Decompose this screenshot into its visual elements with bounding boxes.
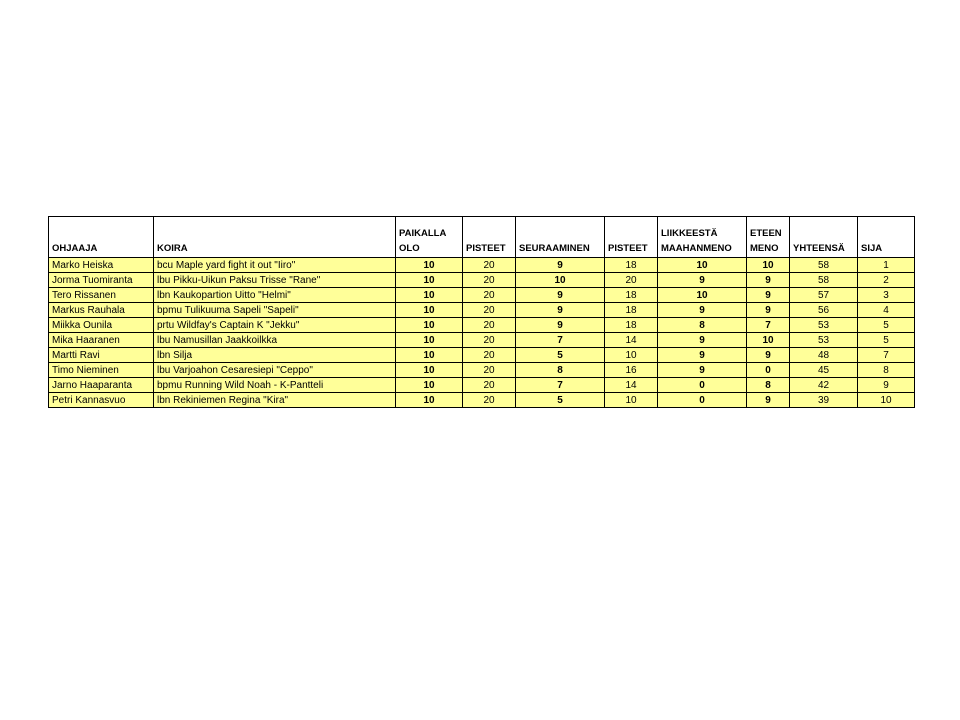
cell-liikkeesta-maahanmeno: 9 (658, 273, 747, 288)
cell-yhteensa: 48 (790, 348, 858, 363)
cell-liikkeesta-maahanmeno: 10 (658, 258, 747, 273)
cell-pisteet-1: 20 (463, 318, 516, 333)
header-pisteet-1: PISTEET (463, 217, 516, 258)
cell-yhteensa: 53 (790, 318, 858, 333)
cell-koira: lbu Namusillan Jaakkoilkka (154, 333, 396, 348)
cell-pisteet-1: 20 (463, 303, 516, 318)
cell-eteen-meno: 9 (747, 273, 790, 288)
cell-yhteensa: 53 (790, 333, 858, 348)
cell-sija: 1 (858, 258, 915, 273)
cell-ohjaaja: Jorma Tuomiranta (49, 273, 154, 288)
header-pisteet-2: PISTEET (605, 217, 658, 258)
header-ohjaaja: OHJAAJA (49, 217, 154, 258)
cell-paikalla-olo: 10 (396, 303, 463, 318)
cell-liikkeesta-maahanmeno: 8 (658, 318, 747, 333)
cell-ohjaaja: Markus Rauhala (49, 303, 154, 318)
cell-paikalla-olo: 10 (396, 348, 463, 363)
cell-liikkeesta-maahanmeno: 0 (658, 393, 747, 408)
cell-koira: prtu Wildfay's Captain K "Jekku" (154, 318, 396, 333)
cell-pisteet-2: 10 (605, 348, 658, 363)
cell-seuraaminen: 9 (516, 288, 605, 303)
table-row (49, 348, 915, 363)
cell-koira: lbu Varjoahon Cesaresiepi "Ceppo" (154, 363, 396, 378)
cell-yhteensa: 39 (790, 393, 858, 408)
cell-liikkeesta-maahanmeno: 10 (658, 288, 747, 303)
header-paikalla-olo: PAIKALLA OLO (396, 217, 463, 258)
cell-koira: lbn Rekiniemen Regina "Kira" (154, 393, 396, 408)
cell-pisteet-1: 20 (463, 378, 516, 393)
table-row (49, 273, 915, 288)
cell-sija: 5 (858, 333, 915, 348)
cell-eteen-meno: 0 (747, 363, 790, 378)
cell-paikalla-olo: 10 (396, 318, 463, 333)
header-sija: SIJA (858, 217, 915, 258)
cell-yhteensa: 56 (790, 303, 858, 318)
table-row (49, 258, 915, 273)
cell-yhteensa: 58 (790, 273, 858, 288)
cell-paikalla-olo: 10 (396, 363, 463, 378)
cell-pisteet-2: 18 (605, 318, 658, 333)
header-koira: KOIRA (154, 217, 396, 258)
cell-paikalla-olo: 10 (396, 288, 463, 303)
cell-pisteet-2: 18 (605, 258, 658, 273)
table-row (49, 318, 915, 333)
cell-seuraaminen: 9 (516, 258, 605, 273)
table-row (49, 378, 915, 393)
cell-koira: bpmu Tulikuuma Sapeli "Sapeli" (154, 303, 396, 318)
cell-koira: bpmu Running Wild Noah - K-Pantteli (154, 378, 396, 393)
cell-yhteensa: 42 (790, 378, 858, 393)
cell-koira: lbn Kaukopartion Uitto "Helmi" (154, 288, 396, 303)
cell-paikalla-olo: 10 (396, 258, 463, 273)
cell-liikkeesta-maahanmeno: 9 (658, 333, 747, 348)
cell-pisteet-2: 16 (605, 363, 658, 378)
header-yhteensa: YHTEENSÄ (790, 217, 858, 258)
cell-ohjaaja: Mika Haaranen (49, 333, 154, 348)
cell-pisteet-1: 20 (463, 333, 516, 348)
cell-paikalla-olo: 10 (396, 393, 463, 408)
cell-seuraaminen: 7 (516, 333, 605, 348)
cell-yhteensa: 57 (790, 288, 858, 303)
cell-seuraaminen: 8 (516, 363, 605, 378)
cell-eteen-meno: 9 (747, 303, 790, 318)
cell-seuraaminen: 5 (516, 393, 605, 408)
cell-sija: 3 (858, 288, 915, 303)
cell-ohjaaja: Tero Rissanen (49, 288, 154, 303)
cell-sija: 7 (858, 348, 915, 363)
cell-liikkeesta-maahanmeno: 9 (658, 363, 747, 378)
cell-seuraaminen: 10 (516, 273, 605, 288)
cell-liikkeesta-maahanmeno: 9 (658, 348, 747, 363)
cell-pisteet-2: 10 (605, 393, 658, 408)
table-row (49, 333, 915, 348)
cell-seuraaminen: 7 (516, 378, 605, 393)
cell-pisteet-1: 20 (463, 348, 516, 363)
cell-ohjaaja: Marko Heiska (49, 258, 154, 273)
cell-pisteet-1: 20 (463, 288, 516, 303)
cell-paikalla-olo: 10 (396, 333, 463, 348)
header-liikkeesta-maahanmeno: LIIKKEESTÄ MAAHANMENO (658, 217, 747, 258)
cell-yhteensa: 58 (790, 258, 858, 273)
cell-yhteensa: 45 (790, 363, 858, 378)
table-row (49, 363, 915, 378)
cell-pisteet-2: 18 (605, 288, 658, 303)
cell-seuraaminen: 5 (516, 348, 605, 363)
cell-pisteet-2: 14 (605, 378, 658, 393)
cell-ohjaaja: Martti Ravi (49, 348, 154, 363)
cell-pisteet-1: 20 (463, 363, 516, 378)
cell-koira: lbu Pikku-Uikun Paksu Trisse "Rane" (154, 273, 396, 288)
cell-ohjaaja: Petri Kannasvuo (49, 393, 154, 408)
cell-sija: 5 (858, 318, 915, 333)
cell-sija: 2 (858, 273, 915, 288)
cell-seuraaminen: 9 (516, 303, 605, 318)
cell-sija: 8 (858, 363, 915, 378)
cell-pisteet-2: 20 (605, 273, 658, 288)
cell-sija: 10 (858, 393, 915, 408)
cell-pisteet-2: 14 (605, 333, 658, 348)
cell-ohjaaja: Jarno Haaparanta (49, 378, 154, 393)
cell-eteen-meno: 9 (747, 288, 790, 303)
cell-eteen-meno: 9 (747, 348, 790, 363)
cell-paikalla-olo: 10 (396, 273, 463, 288)
header-eteen-meno: ETEEN MENO (747, 217, 790, 258)
cell-koira: bcu Maple yard fight it out "Iiro" (154, 258, 396, 273)
table-row (49, 393, 915, 408)
cell-liikkeesta-maahanmeno: 0 (658, 378, 747, 393)
table-row (49, 288, 915, 303)
cell-eteen-meno: 9 (747, 393, 790, 408)
header-row (49, 217, 915, 258)
cell-eteen-meno: 8 (747, 378, 790, 393)
cell-pisteet-1: 20 (463, 258, 516, 273)
table-row (49, 303, 915, 318)
cell-pisteet-1: 20 (463, 273, 516, 288)
cell-ohjaaja: Miikka Ounila (49, 318, 154, 333)
cell-paikalla-olo: 10 (396, 378, 463, 393)
header-seuraaminen: SEURAAMINEN (516, 217, 605, 258)
cell-liikkeesta-maahanmeno: 9 (658, 303, 747, 318)
cell-eteen-meno: 10 (747, 333, 790, 348)
cell-sija: 4 (858, 303, 915, 318)
cell-pisteet-1: 20 (463, 393, 516, 408)
cell-sija: 9 (858, 378, 915, 393)
cell-eteen-meno: 7 (747, 318, 790, 333)
cell-pisteet-2: 18 (605, 303, 658, 318)
results-table (48, 216, 915, 408)
cell-seuraaminen: 9 (516, 318, 605, 333)
cell-koira: lbn Silja (154, 348, 396, 363)
cell-ohjaaja: Timo Nieminen (49, 363, 154, 378)
cell-eteen-meno: 10 (747, 258, 790, 273)
